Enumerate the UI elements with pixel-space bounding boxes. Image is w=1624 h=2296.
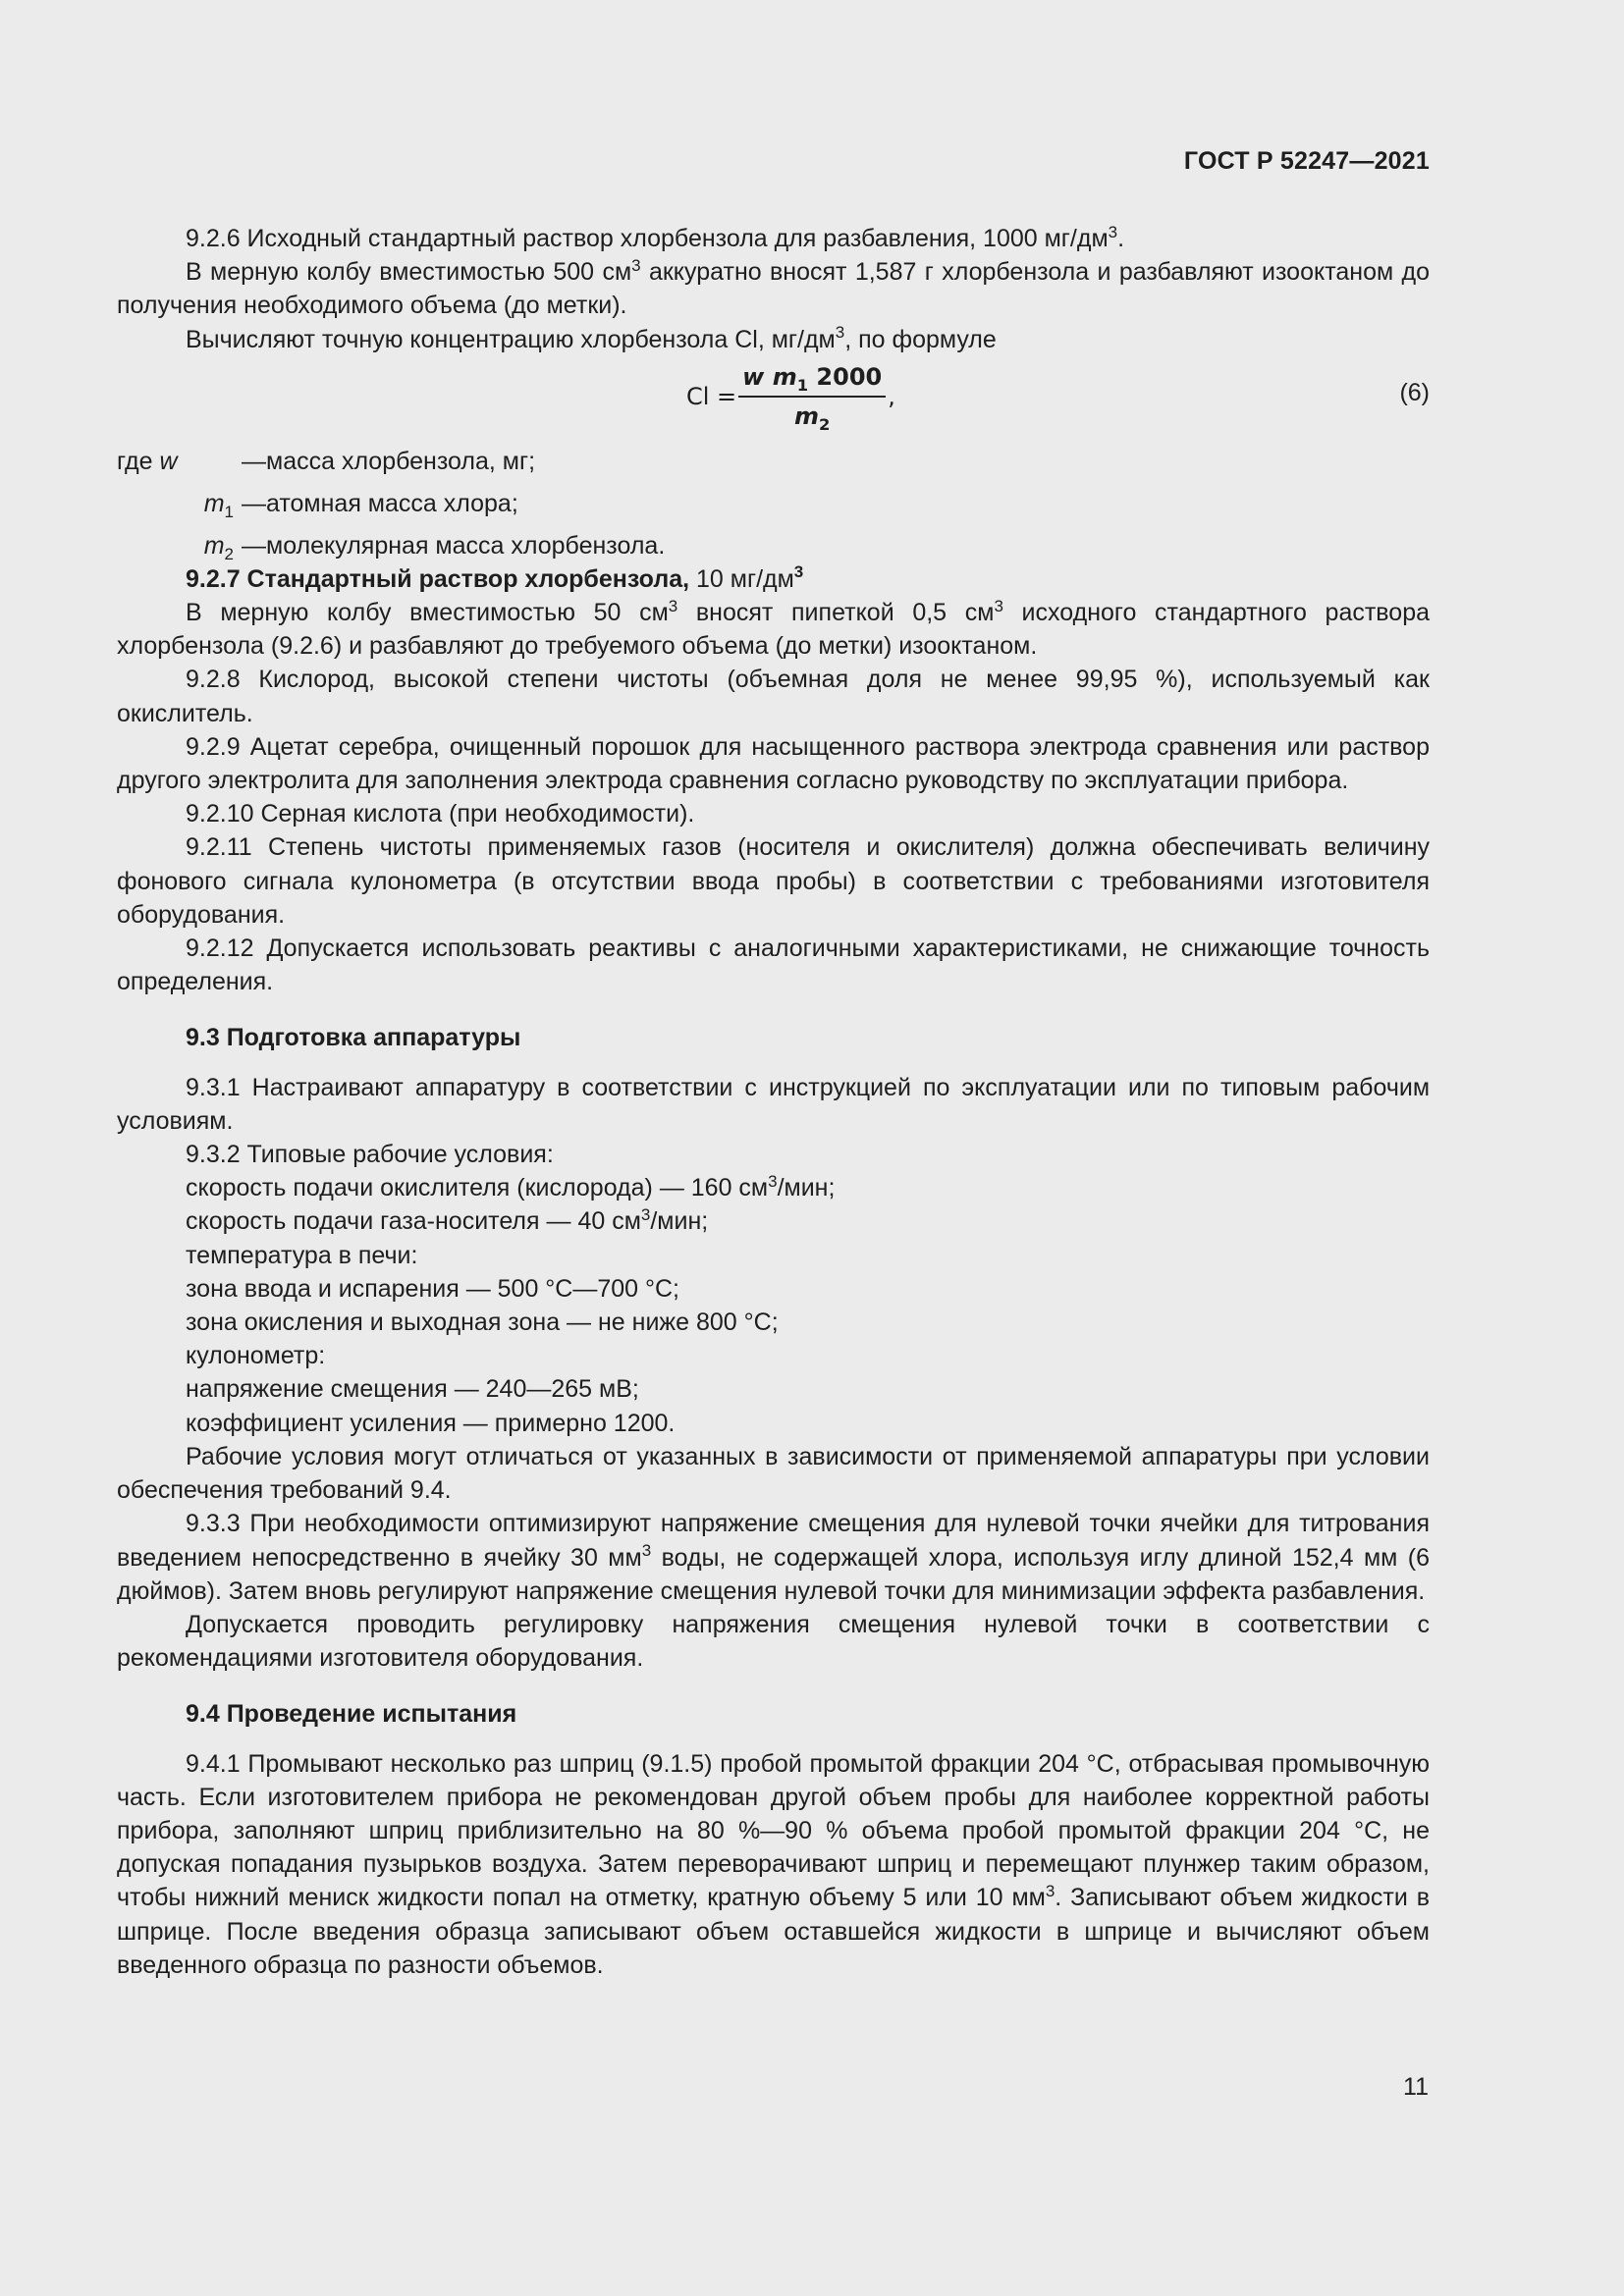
condition-line: зона окисления и выходная зона — не ниже 800 °С; — [186, 1308, 779, 1337]
definition-text: молекулярная масса хлорбензола. — [266, 531, 666, 560]
formula-denominator: $m_2$ — [794, 402, 831, 434]
condition-line: скорость подачи окислителя (кислорода) — 160 $см^3$/мин; — [186, 1171, 836, 1202]
paragraph-9-2-6-title: 9.2.6 Исходный стандартный раствор хлорбензола для разбавления, 1000 $мг/дм^3$. — [186, 222, 1125, 252]
paragraph-9-2-7-title: 9.2.7 Стандартный раствор хлорбензола, 10 $мг/дм^3$ — [186, 562, 804, 593]
definition-text: масса хлорбензола, мг; — [266, 447, 536, 475]
condition-line: коэффициент усиления — примерно 1200. — [186, 1409, 676, 1437]
definition-symbol: $m_1$ — [203, 489, 234, 521]
document-header: ГОСТ Р 52247—2021 — [1183, 147, 1430, 175]
formula-fraction — [738, 360, 886, 433]
paragraph-working-conditions: Рабочие условия могут отличаться от указанных в зависимости от применяемой аппаратуры при условии обеспечения требований 9.4. — [117, 1442, 1430, 1505]
definition-dash: — — [242, 531, 266, 560]
paragraph-9-2-9: 9.2.9 Ацетат серебра, очищенный порошок для насыщенного раствора электрода сравнения или раствор другого электролита для заполнения электрода сравнения согласно руководству по эксплуатации прибора. — [117, 732, 1430, 795]
formula-comma: , — [888, 382, 895, 410]
formula-expression — [686, 360, 895, 433]
definition-symbol: $m_2$ — [203, 531, 234, 563]
definition-dash: — — [242, 489, 266, 517]
condition-line: кулонометр: — [186, 1342, 326, 1370]
condition-line: скорость подачи газа-носителя — 40 $см^3$/мин; — [186, 1205, 709, 1236]
paragraph-zero-point-adjustment: Допускается проводить регулировку напряжения смещения нулевой точки в соответствии с рекомендациями изготовителя оборудования. — [117, 1610, 1430, 1673]
formula-6 — [117, 356, 1430, 437]
section-heading-9-4: 9.4 Проведение испытания — [186, 1700, 517, 1729]
definition-text: атомная масса хлора; — [266, 489, 518, 517]
paragraph-9-2-12: 9.2.12 Допускается использовать реактивы с аналогичными характеристиками, не снижающие точность определения. — [117, 934, 1430, 996]
page-number: 11 — [1403, 2073, 1429, 2101]
paragraph-9-2-6-body: В мерную колбу вместимостью 500 $см^3$ аккуратно вносят 1,587 г хлорбензола и разбавляют изооктаном до получения необходимого объема (до метки). — [117, 255, 1431, 320]
definition-dash: — — [242, 447, 266, 475]
section-heading-9-3: 9.3 Подготовка аппаратуры — [186, 1024, 521, 1052]
paragraph-9-2-8: 9.2.8 Кислород, высокой степени чистоты (объемная доля не менее 99,95 %), используемый как окислитель. — [117, 666, 1430, 727]
condition-line: зона ввода и испарения — 500 °С—700 °С; — [186, 1274, 680, 1303]
condition-line: температура в печи: — [186, 1241, 418, 1269]
equation-number: (6) — [1399, 378, 1430, 406]
paragraph-9-4-1: 9.4.1 Промывают несколько раз шприц (9.1.5) пробой промытой фракции 204 °С, отбрасывая промывочную часть. Если изготовителем прибора не рекомендован другой объем пробы для наиболее корректной работы прибора, заполняют шприц приблизительно на 80 %—90 % объема пробой промытой фракции 204 °С, не допуская попадания пузырьков воздуха. Затем переворачивают шприц и перемещают плунжер таким образом, чтобы нижний мениск жидкости попал на отметку, кратную объему 5 или 10 $мм^3$. Записывают объем жидкости в шприце. После введения образца записывают объем оставшейся жидкости в шприце и вычисляют объем введенного образца по разности объемов. — [117, 1749, 1430, 1979]
paragraph-9-3-2: 9.3.2 Типовые рабочие условия: — [186, 1141, 554, 1169]
definition-row — [117, 487, 1430, 529]
formula-numerator: w $m_1$ 2000 — [738, 360, 886, 398]
formula-lhs: Cl = — [686, 382, 737, 410]
variable-definitions — [117, 445, 1430, 562]
paragraph-9-2-7-body: В мерную колбу вместимостью 50 $см^3$ вносят пипеткой 0,5 $см^3$ исходного стандартного раствора хлорбензола (9.2.6) и разбавляют до требуемого объема (до метки) изооктаном. — [117, 596, 1431, 661]
definition-symbol: где w — [117, 447, 178, 475]
paragraph-9-2-10: 9.2.10 Серная кислота (при необходимости). — [186, 800, 695, 828]
paragraph-formula-intro: Вычисляют точную концентрацию хлорбензола Cl, $мг/дм^3$, по формуле — [186, 323, 997, 353]
condition-line: напряжение смещения — 240—265 мВ; — [186, 1375, 639, 1404]
paragraph-9-3-3: 9.3.3 При необходимости оптимизируют напряжение смещения для нулевой точки ячейки для титрования введением непосредственно в ячейку 30 $мм^3$ воды, не содержащей хлора, используя иглу длиной 152,4 мм (6 дюймов). Затем вновь регулируют напряжение смещения нулевой точки для минимизации эффекта разбавления. — [117, 1510, 1430, 1605]
definition-row — [117, 445, 1430, 487]
page-body — [117, 222, 1430, 1982]
paragraph-9-2-11: 9.2.11 Степень чистоты применяемых газов (носителя и окислителя) должна обеспечивать величину фонового сигнала кулонометра (в отсутствии ввода пробы) в соответствии с требованиями изготовителя оборудования. — [117, 833, 1430, 929]
definition-row — [117, 529, 1430, 562]
paragraph-9-3-1: 9.3.1 Настраивают аппаратуру в соответствии с инструкцией по эксплуатации или по типовым рабочим условиям. — [117, 1073, 1430, 1135]
